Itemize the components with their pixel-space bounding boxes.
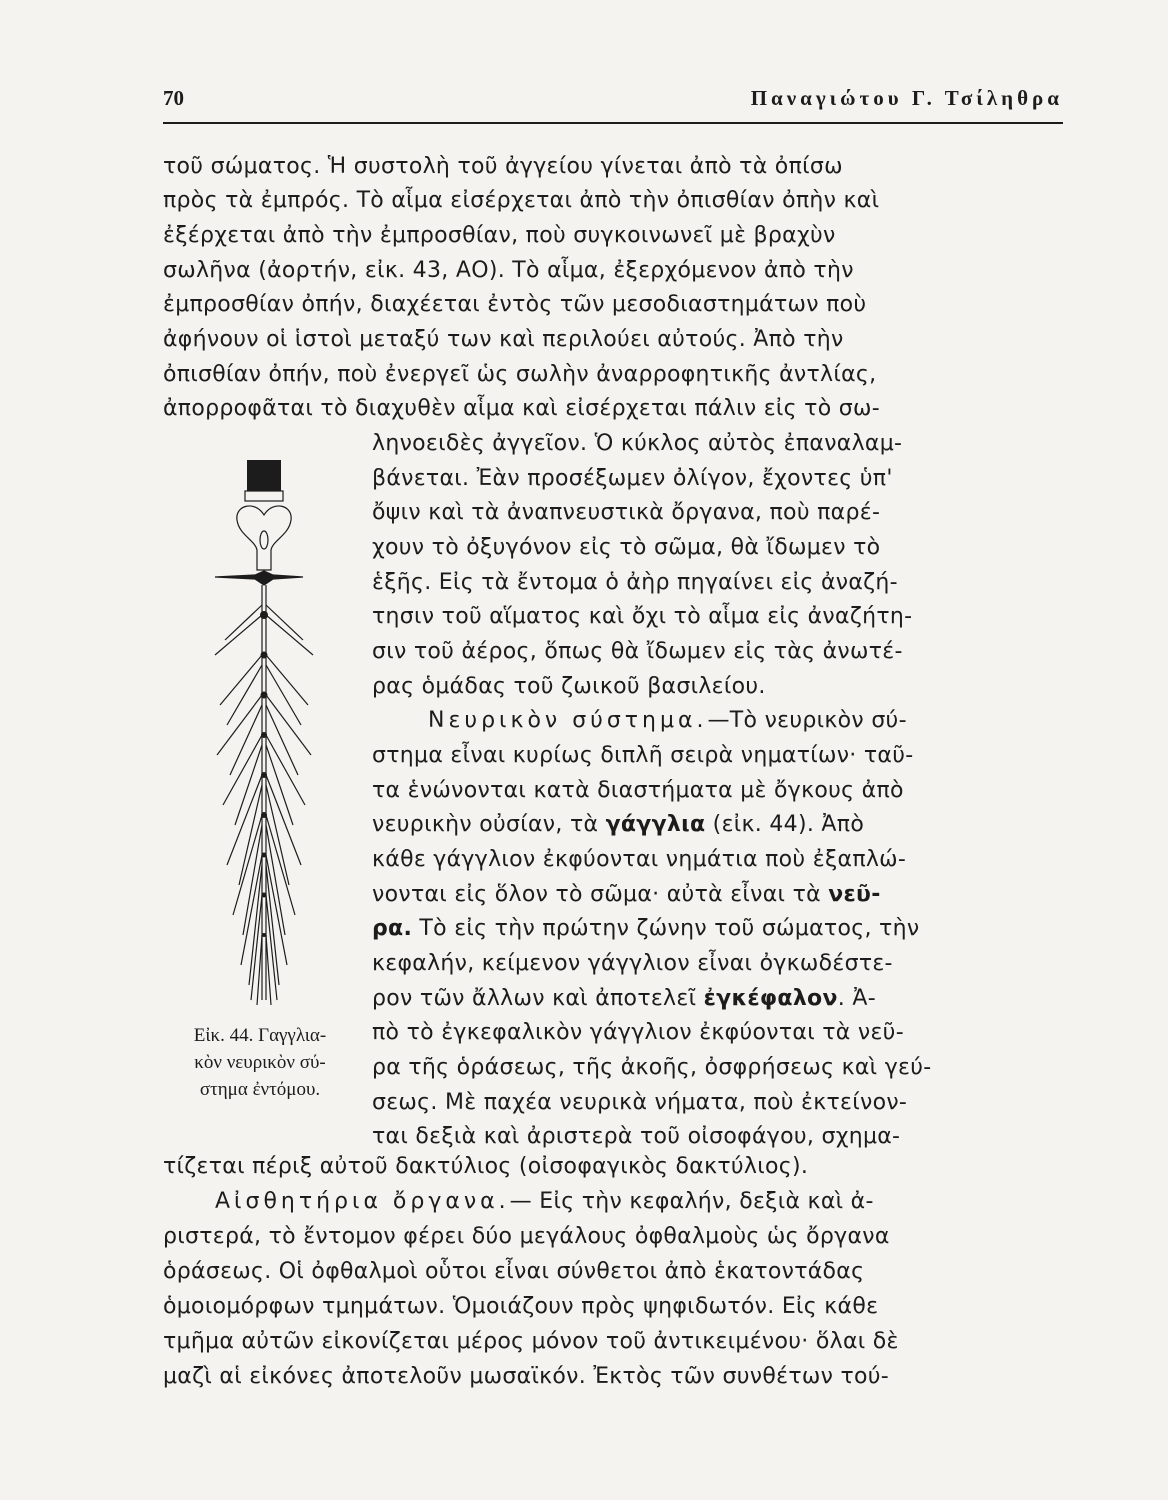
text-line: πρὸς τὰ ἐμπρός. Τὸ αἷμα εἰσέρχεται ἀπὸ τὴν ὀπισθίαν ὀπὴν καὶ bbox=[163, 188, 880, 213]
term-neura: νεῦ- bbox=[828, 882, 881, 907]
text-line: ρον τῶν ἄλλων καὶ ἀποτελεῖ ἐγκέφαλον. Ἀ- bbox=[372, 986, 876, 1011]
text-line: ρα τῆς ὁράσεως, τῆς ἀκοῆς, ὀσφρήσεως καὶ γεύ- bbox=[372, 1055, 932, 1080]
text-line: ἑξῆς. Εἰς τὰ ἔντομα ὁ ἀὴρ πηγαίνει εἰς ἀναζή- bbox=[372, 570, 898, 595]
text-line: ἐξέρχεται ἀπὸ τὴν ἐμπροσθίαν, ποὺ συγκοινωνεῖ μὲ βραχὺν bbox=[163, 223, 836, 248]
text-line: νονται εἰς ὅλον τὸ σῶμα· αὐτὰ εἶναι τὰ νεῦ- bbox=[372, 882, 881, 907]
section-heading-line: Αἰσθητήρια ὄργανα.— Εἰς τὴν κεφαλήν, δεξιὰ καὶ ἀ- bbox=[215, 1189, 874, 1214]
term-brain: ἐγκέφαλον bbox=[703, 986, 838, 1011]
text-line: ἐμπροσθίαν ὀπήν, διαχέεται ἐντὸς τῶν μεσοδιαστημάτων ποὺ bbox=[163, 292, 867, 317]
text-line: ρας ὁμάδας τοῦ ζωικοῦ βασιλείου. bbox=[372, 674, 766, 699]
text-line: τοῦ σώματος. Ἡ συστολὴ τοῦ ἀγγείου γίνεται ἀπὸ τὰ ὀπίσω bbox=[163, 154, 843, 179]
text-line: κάθε γάγγλιον ἐκφύονται νημάτια ποὺ ἐξαπλώ- bbox=[372, 847, 907, 872]
text-line: ρα. Τὸ εἰς τὴν πρώτην ζώνην τοῦ σώματος, τὴν bbox=[372, 916, 920, 941]
page-number: 70 bbox=[163, 86, 184, 110]
text-line: τα ἑνώνονται κατὰ διαστήματα μὲ ὄγκους ἀπὸ bbox=[372, 778, 904, 803]
text-line: ὁμοιομόρφων τμημάτων. Ὁμοιάζουν πρὸς ψηφιδωτόν. Εἰς κάθε bbox=[163, 1294, 879, 1319]
text-line: πὸ τὸ ἐγκεφαλικὸν γάγγλιον ἐκφύονται τὰ νεῦ- bbox=[372, 1020, 904, 1045]
text-line: μαζὶ αἱ εἰκόνες ἀποτελοῦν μωσαϊκόν. Ἐκτὸς τῶν συνθέτων τού- bbox=[163, 1364, 890, 1389]
text-line: νευρικὴν οὐσίαν, τὰ γάγγλια (εἰκ. 44). Ἀπὸ bbox=[372, 812, 865, 837]
text-line: ἀπορροφᾶται τὸ διαχυθὲν αἷμα καὶ εἰσέρχεται πάλιν εἰς τὸ σω- bbox=[163, 396, 880, 421]
text-line: χουν τὸ ὀξυγόνον εἰς τὸ σῶμα, θὰ ἴδωμεν τὸ bbox=[372, 535, 881, 560]
page-header bbox=[163, 86, 1063, 116]
term-ganglia: γάγγλια bbox=[605, 812, 706, 837]
text-line: ὁράσεως. Οἱ ὀφθαλμοὶ οὗτοι εἶναι σύνθετοι ἀπὸ ἑκατοντάδας bbox=[163, 1259, 865, 1284]
text-line: σεως. Μὲ παχέα νευρικὰ νήματα, ποὺ ἐκτείνον- bbox=[372, 1090, 908, 1115]
text-line: τίζεται πέριξ αὐτοῦ δακτύλιος (οἰσοφαγικὸς δακτύλιος). bbox=[163, 1154, 809, 1179]
text-line: ληνοειδὲς ἀγγεῖον. Ὁ κύκλος αὐτὸς ἐπαναλαμ- bbox=[372, 431, 903, 456]
text-line: τησιν τοῦ αἵματος καὶ ὄχι τὸ αἷμα εἰς ἀναζήτη- bbox=[372, 604, 913, 629]
text-line: ἀφήνουν οἱ ἱστοὶ μεταξύ των καὶ περιλούει αὐτούς. Ἀπὸ τὴν bbox=[163, 327, 844, 352]
nervous-system-figure bbox=[205, 455, 325, 1015]
text-line: βάνεται. Ἐὰν προσέξωμεν ὀλίγον, ἔχοντες ὑπ' bbox=[372, 466, 893, 491]
section-heading-nervous: Νευρικὸν σύστημα. bbox=[428, 708, 708, 733]
text-line: ριστερά, τὸ ἔντομον φέρει δύο μεγάλους ὀφθαλμοὺς ὡς ὄργανα bbox=[163, 1224, 890, 1249]
header-rule bbox=[163, 122, 1063, 124]
figure-caption: Εἰκ. 44. Γαγγλια- κὸν νευρικὸν σύ- στημα ἐντόμου. bbox=[193, 1025, 327, 1100]
text-line: ὀπισθίαν ὀπήν, ποὺ ἐνεργεῖ ὡς σωλὴν ἀναρροφητικῆς ἀντλίας, bbox=[163, 362, 877, 387]
text-line: σιν τοῦ ἀέρος, ὅπως θὰ ἴδωμεν εἰς τὰς ἀνωτέ- bbox=[372, 639, 903, 664]
text-line: τμῆμα αὐτῶν εἰκονίζεται μέρος μόνον τοῦ ἀντικειμένου· ὅλαι δὲ bbox=[163, 1329, 899, 1354]
text-line: κεφαλήν, κείμενον γάγγλιον εἶναι ὀγκωδέστε- bbox=[372, 951, 893, 976]
text-line: ὄψιν καὶ τὰ ἀναπνευστικὰ ὄργανα, ποὺ παρέ- bbox=[372, 500, 881, 525]
section-heading-line: Νευρικὸν σύστημα.—Τὸ νευρικὸν σύ- bbox=[428, 708, 907, 733]
text-line: στημα εἶναι κυρίως διπλῆ σειρὰ νηματίων· ταῦ- bbox=[372, 743, 914, 768]
text-line: ται δεξιὰ καὶ ἀριστερὰ τοῦ οἰσοφάγου, σχημα- bbox=[372, 1124, 901, 1149]
text-line: σωλῆνα (ἀορτήν, εἰκ. 43, ΑΟ). Τὸ αἷμα, ἐξερχόμενον ἀπὸ τὴν bbox=[163, 258, 854, 283]
term-neura-end: ρα. bbox=[372, 916, 413, 941]
section-heading-sense: Αἰσθητήρια ὄργανα. bbox=[215, 1189, 510, 1214]
running-title: Παναγιώτου Γ. Τσίληθρα bbox=[750, 86, 1063, 110]
nervous-system-illustration bbox=[205, 455, 325, 1015]
